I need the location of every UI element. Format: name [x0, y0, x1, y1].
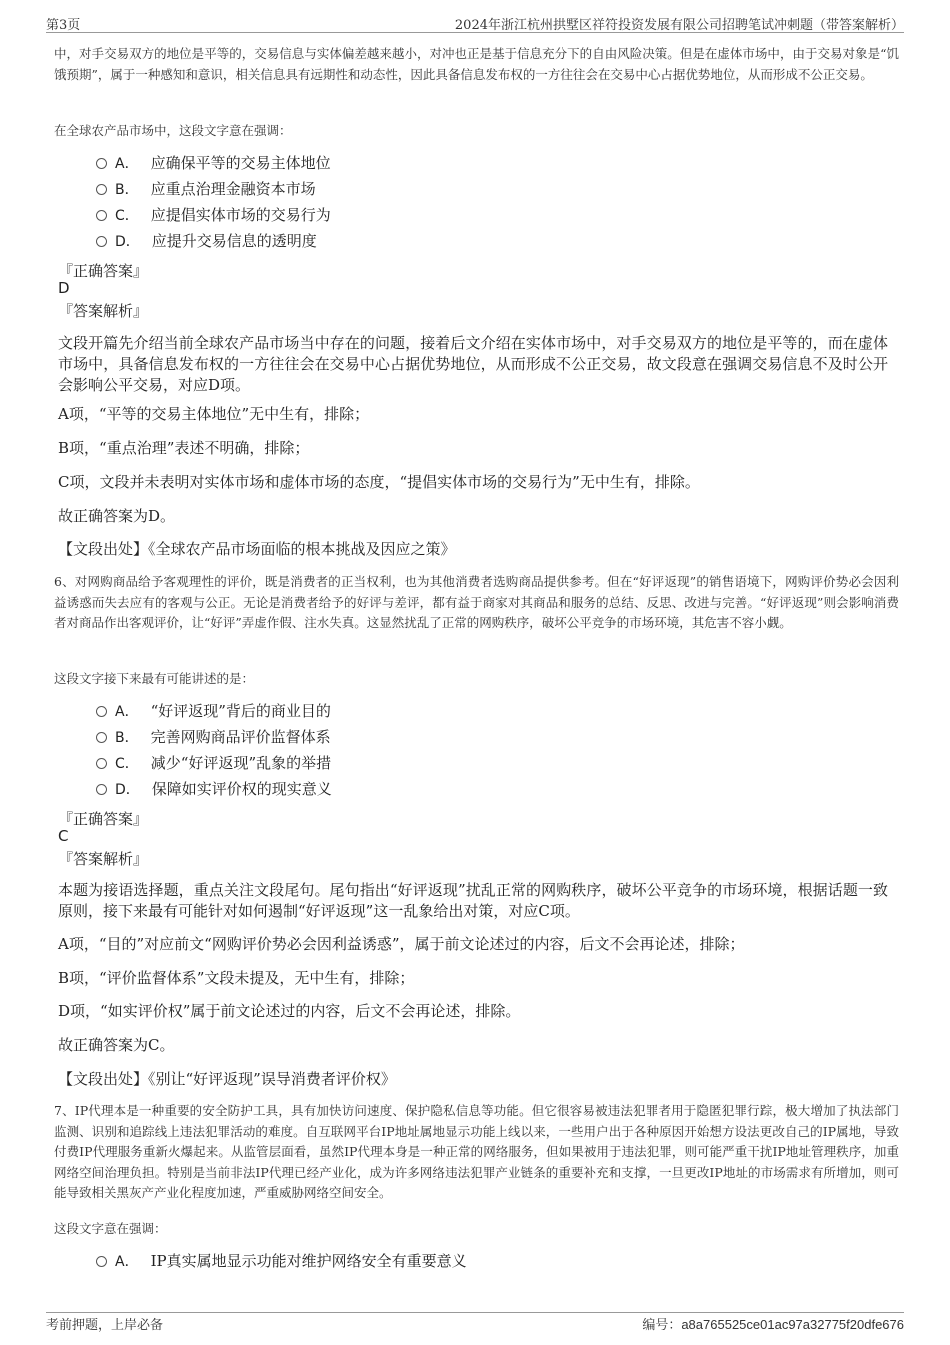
q6-answer-label: 『正确答案』	[58, 810, 149, 828]
radio-icon[interactable]	[96, 210, 107, 221]
radio-icon[interactable]	[96, 1256, 107, 1267]
q6-answer: C	[58, 827, 69, 845]
q7-option-a[interactable]	[96, 1250, 467, 1272]
radio-icon[interactable]	[96, 158, 107, 169]
radio-icon[interactable]	[96, 784, 107, 795]
option-text: 保障如实评价权的现实意义	[151, 780, 332, 798]
q5-conclusion: 故正确答案为D。	[58, 507, 176, 525]
option-letter: A．	[115, 704, 139, 720]
q7-passage: 7、IP代理本是一种重要的安全防护工具，具有加快访问速度、保护隐私信息等功能。但它很容易被违法犯罪者用于隐匿犯罪行踪，极大增加了执法部门监测、识别和追踪线上违法犯罪活动的难度。自互联网平台IP地址属地显示功能上线以来，一些用户出于各种原因开始想方设法更改自己的IP属地，导致付费IP代理服务重新火爆起来。从监管层面看，虽然IP代理本身是一种正常的网络服务，但如果被用于违法犯罪，则可能严重干扰IP地址管理秩序，加重网络空间治理负担。特别是当前非法IP代理已经产业化，成为许多网络违法犯罪产业链条的重要补充和支撑，一旦更改IP地址的市场需求有所增加，则可能导致相关黑灰产产业化程度加速，严重威胁网络空间安全。	[54, 1103, 899, 1200]
q5-note-a: A项，“平等的交易主体地位”无中生有，排除；	[58, 405, 370, 423]
radio-icon[interactable]	[96, 184, 107, 195]
q5-prompt: 在全球农产品市场中，这段文字意在强调：	[54, 123, 292, 138]
document-id	[642, 1314, 904, 1333]
q6-analysis: 本题为接语选择题，重点关注文段尾句。尾句指出“好评返现”扰乱正常的网购秩序，破坏公平竞争的市场环境，根据话题一致原则，接下来最有可能针对如何遏制“好评返现”这一乱象给出对策，对应C项。	[58, 881, 888, 920]
q5-note-b: B项，“重点治理”表述不明确，排除；	[58, 439, 310, 457]
q6-note-d: D项，“如实评价权”属于前文论述过的内容，后文不会再论述，排除。	[58, 1002, 521, 1020]
q5-passage-tail: 中，对手交易双方的地位是平等的，交易信息与实体偏差越来越小，对冲也正是基于信息充分下的自由风险决策。但是在虚体市场中，由于交易对象是“饥饿预期”，属于一种感知和意识，相关信息具有远期性和动态性，因此具备信息发布权的一方往往会在交易中心占据优势地位，从而形成不公正交易。	[54, 46, 899, 82]
option-text: 应提升交易信息的透明度	[151, 232, 317, 250]
page-number: 第3页	[46, 18, 81, 33]
q6-option-c[interactable]	[96, 752, 331, 774]
q5-option-d[interactable]	[96, 230, 317, 252]
option-text: 应重点治理金融资本市场	[150, 180, 316, 198]
option-letter: C．	[115, 756, 139, 772]
option-letter: D．	[115, 234, 140, 250]
q5-note-c: C项，文段并未表明对实体市场和虚体市场的态度，“提倡实体市场的交易行为”无中生有，排除。	[58, 473, 700, 491]
option-text: 减少“好评返现”乱象的举措	[150, 754, 332, 772]
q5-answer-label: 『正确答案』	[58, 262, 149, 280]
header-divider	[46, 32, 904, 33]
q6-analysis-label: 『答案解析』	[58, 850, 149, 868]
option-text: 应确保平等的交易主体地位	[150, 154, 331, 172]
option-text: 完善网购商品评价监督体系	[150, 728, 331, 746]
q6-option-d[interactable]	[96, 778, 332, 800]
q5-analysis-label: 『答案解析』	[58, 302, 149, 320]
q7-prompt: 这段文字意在强调：	[54, 1221, 167, 1236]
q6-option-a[interactable]	[96, 700, 331, 722]
q6-source: 【文段出处】《别让“好评返现”误导消费者评价权》	[58, 1070, 396, 1088]
q6-prompt: 这段文字接下来最有可能讲述的是：	[54, 671, 255, 686]
radio-icon[interactable]	[96, 236, 107, 247]
document-id-label: 编号：	[642, 1318, 682, 1333]
option-letter: C．	[115, 208, 139, 224]
q6-note-a: A项，“目的”对应前文“网购评价势必会因利益诱惑”，属于前文论述过的内容，后文不会再论述，排除；	[58, 935, 745, 953]
q5-analysis: 文段开篇先介绍当前全球农产品市场当中存在的问题，接着后文介绍在实体市场中，对手交易双方的地位是平等的，而在虚体市场中，具备信息发布权的一方往往会在交易中心占据优势地位，从而形成不公正交易，故文段意在强调交易信息不及时公开会影响公平交易，对应D项。	[58, 334, 888, 394]
radio-icon[interactable]	[96, 758, 107, 769]
q6-option-b[interactable]	[96, 726, 331, 748]
radio-icon[interactable]	[96, 706, 107, 717]
q6-conclusion: 故正确答案为C。	[58, 1036, 175, 1054]
q5-source: 【文段出处】《全球农产品市场面临的根本挑战及因应之策》	[58, 540, 456, 558]
option-text: IP真实属地显示功能对维护网络安全有重要意义	[150, 1252, 467, 1270]
option-text: 应提倡实体市场的交易行为	[150, 206, 331, 224]
document-id-value: a8a765525ce01ac97a32775f20dfe676	[681, 1317, 904, 1332]
option-letter: B．	[115, 730, 139, 746]
option-letter: A．	[115, 156, 139, 172]
option-letter: A．	[115, 1254, 139, 1270]
option-letter: B．	[115, 182, 139, 198]
q6-passage: 6、对网购商品给予客观理性的评价，既是消费者的正当权利，也为其他消费者选购商品提供参考。但在“好评返现”的销售语境下，网购评价势必会因利益诱惑而失去应有的客观与公正。无论是消费者给予的好评与差评，都有益于商家对其商品和服务的总结、反思、改进与完善。“好评返现”则会影响消费者对商品作出客观评价，让“好评”弄虚作假、注水失真。这显然扰乱了正常的网购秩序，破坏公平竞争的市场环境，其危害不容小觑。	[54, 574, 899, 630]
q5-answer: D	[58, 279, 70, 297]
option-letter: D．	[115, 782, 140, 798]
radio-icon[interactable]	[96, 732, 107, 743]
q5-option-a[interactable]	[96, 152, 331, 174]
q5-option-c[interactable]	[96, 204, 331, 226]
q5-option-b[interactable]	[96, 178, 316, 200]
option-text: “好评返现”背后的商业目的	[150, 702, 331, 720]
footer-divider	[46, 1312, 904, 1313]
page-header	[46, 10, 904, 33]
footer-slogan: 考前押题，上岸必备	[46, 1318, 164, 1333]
q6-note-b: B项，“评价监督体系”文段未提及，无中生有，排除；	[58, 969, 415, 987]
document-title: 2024年浙江杭州拱墅区祥符投资发展有限公司招聘笔试冲刺题（带答案解析）	[454, 18, 904, 33]
